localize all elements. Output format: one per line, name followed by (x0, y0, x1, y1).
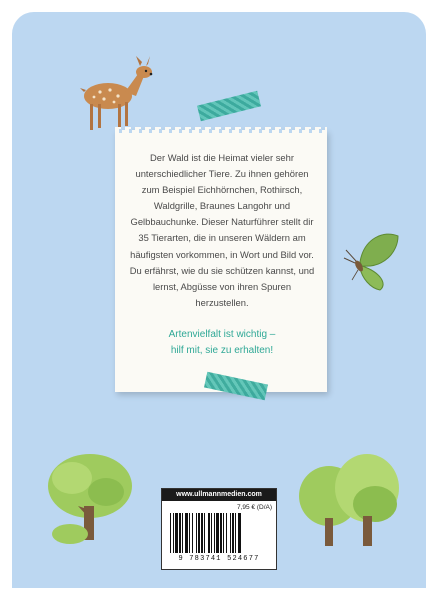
tagline (128, 327, 316, 359)
price-label: 7,95 € (D/A) (236, 504, 272, 511)
description-text: Der Wald ist die Heimat vieler sehr unterschiedlicher Tiere. Zu ihnen gehören zum Beispiel Eichhörnchen, Rothirsch, Waldgrille, Braunes Langohr und Gelbbauchunke. Dieser Naturführer stellt dir 35 Tierarten, die in unseren Wäldern am häufigsten vorkommen, in Wort und Bild vor. Du erfährst, wie du sie schützen kannst, und lernst, Abgüsse von ihren Spuren herzustellen. (129, 152, 315, 308)
butterfly-illustration (340, 228, 402, 294)
tagline-line-1: Artenvielfalt ist wichtig – (168, 329, 276, 340)
paper-perforation (115, 129, 327, 133)
barcode-bars (170, 513, 268, 553)
isbn-number: 9 783741 524677 (178, 555, 260, 563)
publisher-url: www.ullmannmedien.com (162, 489, 276, 501)
barcode-label (161, 488, 277, 570)
tree-right-illustration (295, 452, 405, 552)
tagline-line-2: hilf mit, sie zu erhalten! (170, 345, 274, 356)
